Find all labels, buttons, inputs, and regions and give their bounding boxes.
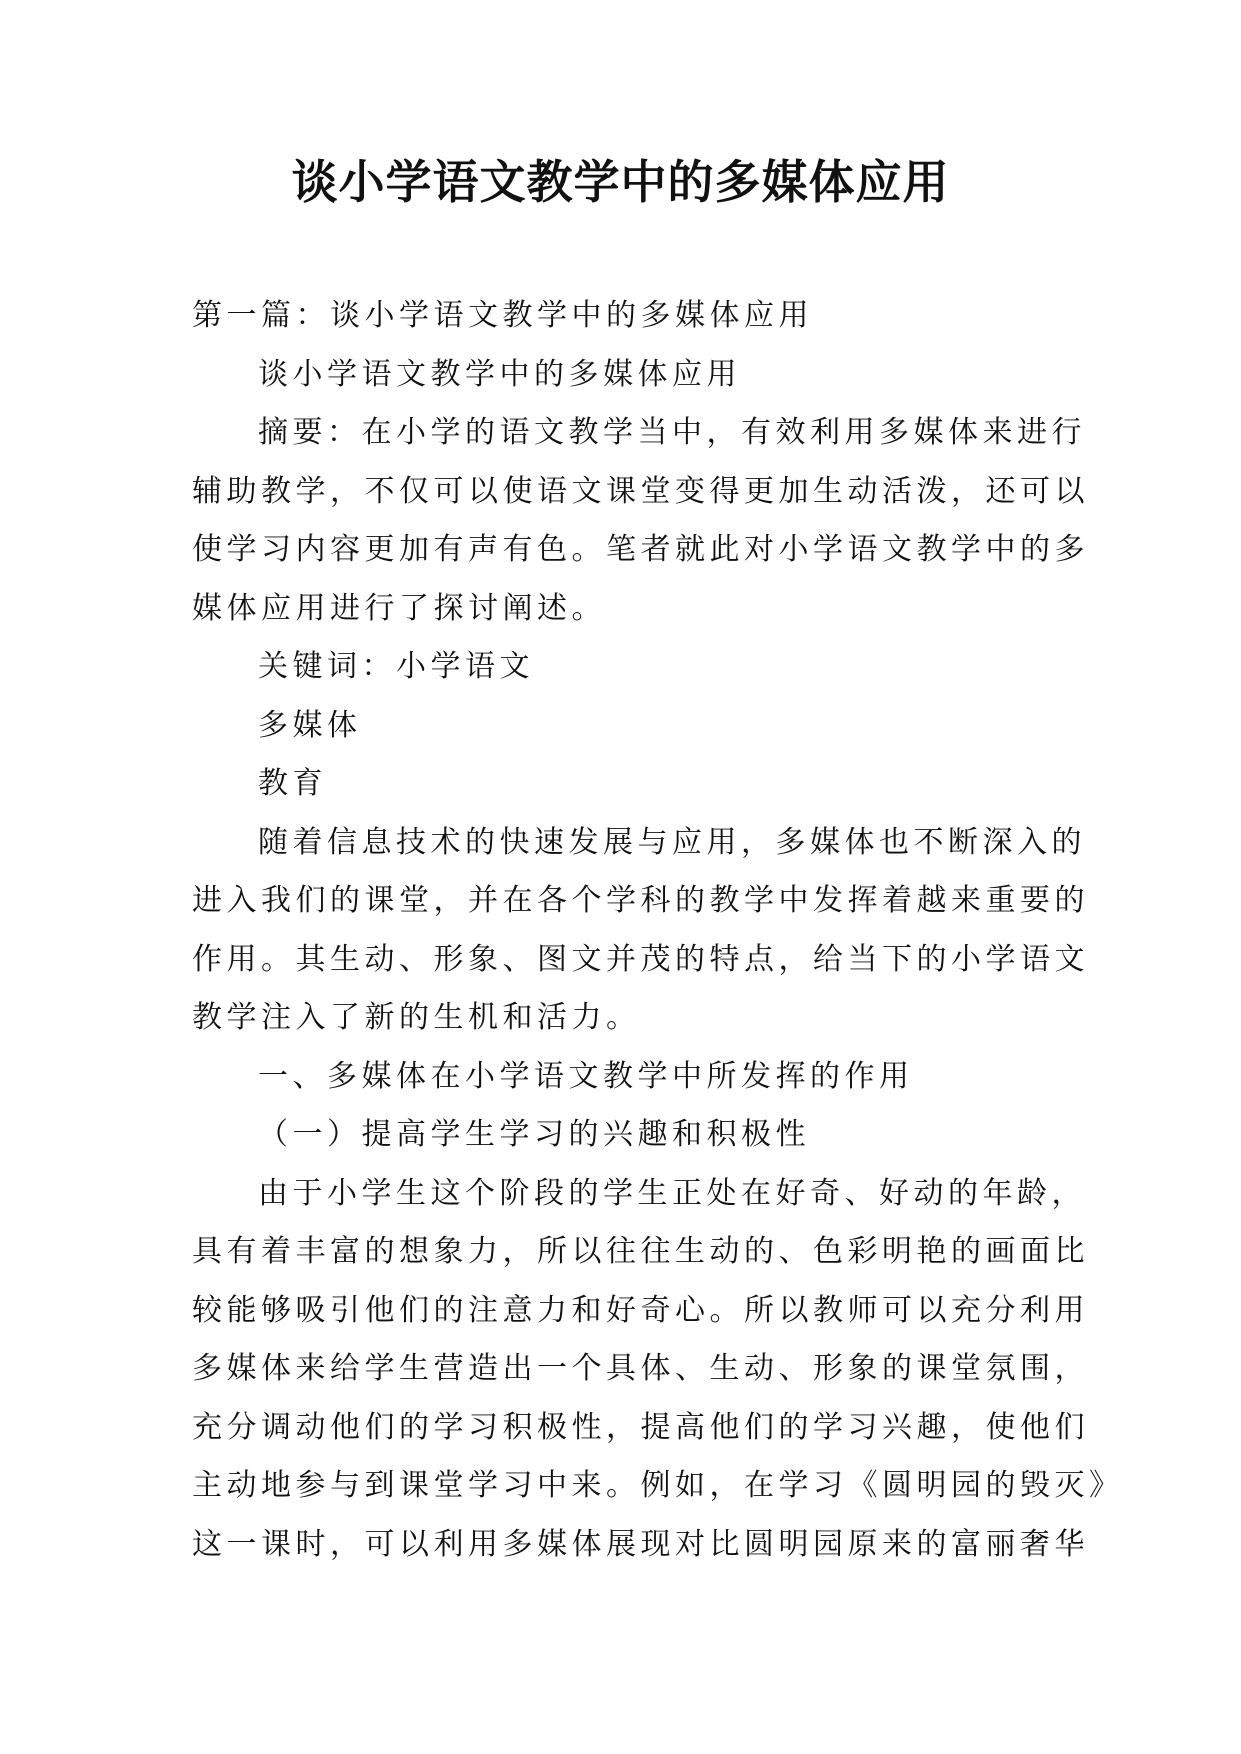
text-line: 主动地参与到课堂学习中来。例如，在学习《圆明园的毁灭》 [192,1468,1124,1503]
text-line: 关键词：小学语文 [258,649,534,684]
text-line: 较能够吸引他们的注意力和好奇心。所以教师可以充分利用 [192,1292,1089,1328]
text-line: 多媒体 [258,707,362,743]
text-line: 辅助教学，不仅可以使语文课堂变得更加生动活泼，还可以 [192,473,1089,509]
text-line: 一、多媒体在小学语文教学中所发挥的作用 [258,1058,914,1094]
text-line: 充分调动他们的学习积极性，提高他们的学习兴趣，使他们 [192,1409,1089,1445]
text-line: 教育 [258,766,327,801]
text-line: 随着信息技术的快速发展与应用，多媒体也不断深入的 [258,824,1086,860]
text-line: 由于小学生这个阶段的学生正处在好奇、好动的年龄， [258,1175,1086,1211]
document-body [192,287,1124,1574]
text-line: 第一篇：谈小学语文教学中的多媒体应用 [192,298,813,333]
text-line: 具有着丰富的想象力，所以往往生动的、色彩明艳的画面比 [192,1234,1089,1269]
text-line: 教学注入了新的生机和活力。 [192,1000,641,1035]
document-title: 谈小学语文教学中的多媒体应用 [291,155,950,209]
text-line: 作用。其生动、形象、图文并茂的特点，给当下的小学语文 [192,941,1089,977]
text-line: 媒体应用进行了探讨阐述。 [192,590,606,626]
text-line: 进入我们的课堂，并在各个学科的教学中发挥着越来重要的 [192,883,1089,918]
text-line: 这一课时，可以利用多媒体展现对比圆明园原来的富丽奢华 [192,1526,1089,1562]
text-line: （一）提高学生学习的兴趣和积极性 [258,1117,810,1152]
text-line: 摘要：在小学的语文教学当中，有效利用多媒体来进行 [258,415,1086,450]
text-line: 谈小学语文教学中的多媒体应用 [258,356,741,392]
text-line: 多媒体来给学生营造出一个具体、生动、形象的课堂氛围， [192,1351,1089,1386]
text-line: 使学习内容更加有声有色。笔者就此对小学语文教学中的多 [192,532,1089,567]
